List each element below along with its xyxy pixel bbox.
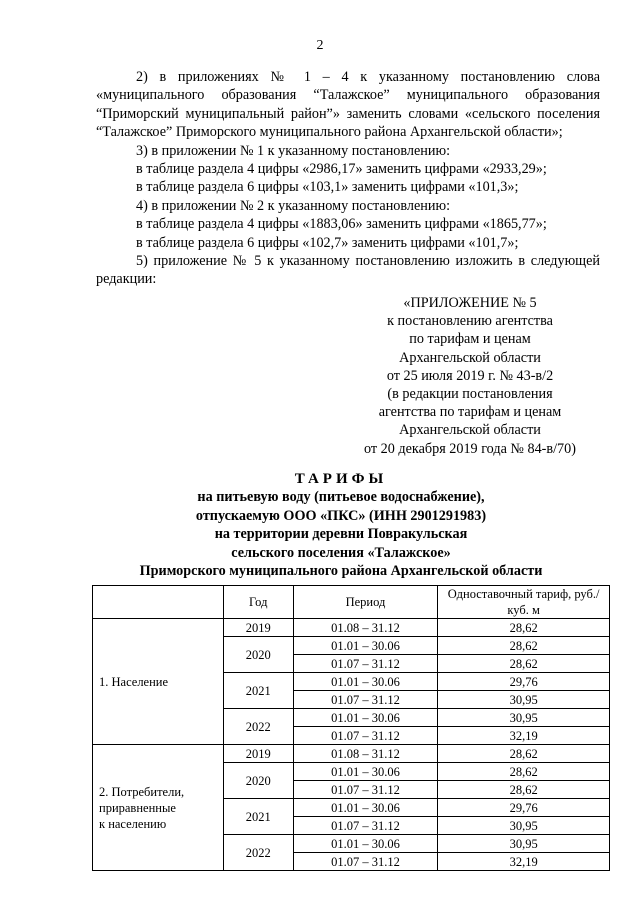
- year-cell: 2021: [223, 673, 293, 709]
- tariff-cell: 28,62: [438, 763, 610, 781]
- period-cell: 01.01 – 30.06: [293, 799, 438, 817]
- period-cell: 01.08 – 31.12: [293, 745, 438, 763]
- tariff-cell: 28,62: [438, 637, 610, 655]
- tariff-cell: 30,95: [438, 835, 610, 853]
- paragraph-4: 4) в приложении № 2 к указанному постановлению:: [136, 197, 451, 214]
- header-cell-period: Период: [293, 586, 438, 619]
- title-main: ТАРИФЫ: [294, 471, 388, 487]
- year-cell: 2019: [223, 745, 293, 763]
- tariff-cell: 30,95: [438, 817, 610, 835]
- tariff-cell: 28,62: [438, 655, 610, 673]
- tariff-cell: 29,76: [438, 799, 610, 817]
- title-line: Приморского муниципального района Архангельской области: [139, 563, 543, 580]
- consumer-line: к населению: [99, 816, 167, 831]
- appendix-line: (в редакции постановления: [387, 386, 553, 403]
- year-cell: 2019: [223, 619, 293, 637]
- year-cell: 2022: [223, 835, 293, 871]
- table-row: [93, 745, 610, 763]
- title-line: отпускаемую ООО «ПКС» (ИНН 2901291983): [195, 507, 487, 524]
- appendix-line: Архангельской области: [399, 349, 541, 366]
- period-cell: 01.07 – 31.12: [293, 817, 438, 835]
- appendix-line: «ПРИЛОЖЕНИЕ № 5: [403, 295, 537, 311]
- appendix-line: агентства по тарифам и ценам: [378, 404, 562, 421]
- appendix-line: к постановлению агентства: [387, 313, 553, 330]
- appendix-line: Архангельской области: [399, 422, 541, 439]
- year-cell: 2022: [223, 709, 293, 745]
- paragraph-4-line-2: в таблице раздела 6 цифры «102,7» заменить цифрами «101,7»;: [136, 234, 519, 251]
- tariff-cell: 28,62: [438, 619, 610, 637]
- paragraph-2: 2) в приложениях № 1 – 4 к указанному постановлению слова «муниципального образования “Талажское” муниципального образования “Приморский муниципальный район”» заменить словами «сельского поселения “Талажское” Приморского муниципального района Архангельской области»;: [96, 69, 600, 141]
- period-cell: 01.08 – 31.12: [293, 619, 438, 637]
- consumer-cell: [93, 745, 224, 871]
- period-cell: 01.01 – 30.06: [293, 835, 438, 853]
- paragraph-3: 3) в приложении № 1 к указанному постановлению:: [136, 142, 451, 159]
- tariff-cell: 32,19: [438, 853, 610, 871]
- tariff-cell: 32,19: [438, 727, 610, 745]
- period-cell: 01.07 – 31.12: [293, 691, 438, 709]
- table-header-row: [93, 586, 610, 619]
- year-cell: 2020: [223, 637, 293, 673]
- appendix-line: от 20 декабря 2019 года № 84-в/70): [364, 440, 576, 457]
- period-cell: 01.07 – 31.12: [293, 853, 438, 871]
- consumer-line: 2. Потребители,: [99, 784, 185, 799]
- period-cell: 01.01 – 30.06: [293, 637, 438, 655]
- consumer-line: приравненные: [99, 800, 176, 815]
- decree-body: [96, 68, 600, 289]
- header-cell-year: Год: [223, 586, 293, 619]
- title-line: на питьевую воду (питьевое водоснабжение),: [197, 489, 485, 506]
- title-line: на территории деревни Повракульская: [214, 526, 468, 543]
- page-number: 2: [316, 38, 324, 53]
- consumer-cell: 1. Население: [93, 619, 224, 745]
- tariff-table: [92, 585, 610, 871]
- paragraph-3-line-1: в таблице раздела 4 цифры «2986,17» заменить цифрами «2933,29»;: [136, 161, 547, 178]
- paragraph-4-line-1: в таблице раздела 4 цифры «1883,06» заменить цифрами «1865,77»;: [136, 216, 547, 233]
- title-line: сельского поселения «Талажское»: [231, 544, 451, 561]
- appendix-line: по тарифам и ценам: [409, 331, 531, 348]
- period-cell: 01.01 – 30.06: [293, 763, 438, 781]
- period-cell: 01.01 – 30.06: [293, 673, 438, 691]
- period-cell: 01.01 – 30.06: [293, 709, 438, 727]
- header-cell-tariff: Одноставочный тариф, руб./куб. м: [438, 586, 610, 619]
- period-cell: 01.07 – 31.12: [293, 727, 438, 745]
- tariff-cell: 28,62: [438, 745, 610, 763]
- period-cell: 01.07 – 31.12: [293, 655, 438, 673]
- tariff-title: [96, 470, 586, 580]
- appendix-line: от 25 июля 2019 г. № 43-в/2: [386, 367, 554, 384]
- tariff-cell: 29,76: [438, 673, 610, 691]
- tariff-cell: 30,95: [438, 691, 610, 709]
- appendix-header: [320, 294, 620, 458]
- year-cell: 2020: [223, 763, 293, 799]
- paragraph-3-line-2: в таблице раздела 6 цифры «103,1» заменить цифрами «101,3»;: [136, 179, 519, 196]
- period-cell: 01.07 – 31.12: [293, 781, 438, 799]
- paragraph-5: 5) приложение № 5 к указанному постановлению изложить в следующей редакции:: [96, 253, 600, 288]
- table-row: [93, 619, 610, 637]
- tariff-cell: 28,62: [438, 781, 610, 799]
- header-cell-consumer: [93, 586, 224, 619]
- tariff-cell: 30,95: [438, 709, 610, 727]
- year-cell: 2021: [223, 799, 293, 835]
